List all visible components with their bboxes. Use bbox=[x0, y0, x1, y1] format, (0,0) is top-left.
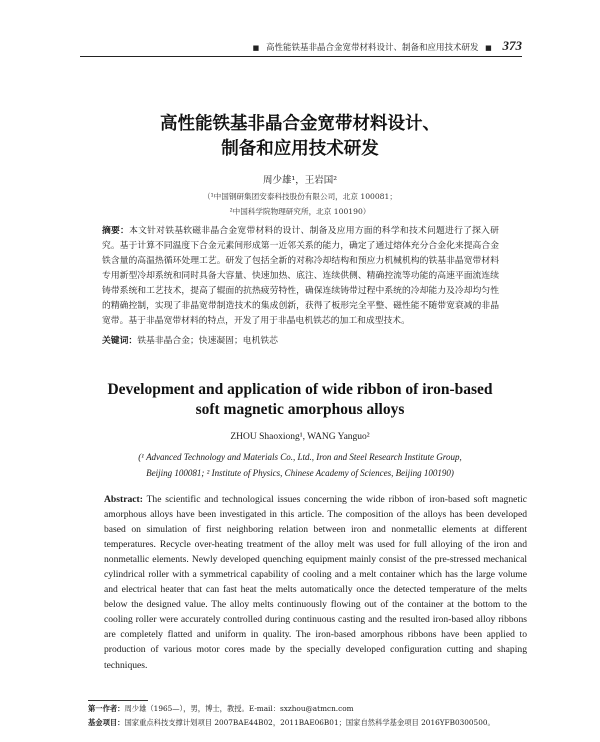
chinese-affiliation-2: ²中国科学院物理研究所，北京 100190） bbox=[229, 207, 371, 216]
footnote-author-label: 第一作者： bbox=[88, 704, 125, 713]
chinese-keywords-text: 铁基非晶合金；快速凝固；电机铁芯 bbox=[137, 336, 278, 346]
footnote-funding-text: 国家重点科技支撑计划项目 2007BAE44B02，2011BAE06B01；国家自然科学基金项目 2016YFB0300500。 bbox=[124, 718, 495, 727]
footnote-author-text: 周少雄（1965—），男，博士，教授。E-mail：sxzhou@atmcn.com bbox=[124, 704, 354, 713]
footnote-funding bbox=[88, 718, 518, 728]
english-affiliation-line-1: (¹ Advanced Technology and Materials Co., Ltd., Iron and Steel Research Institute Group, bbox=[138, 452, 462, 462]
chinese-abstract-text: 本文针对铁基软磁非晶合金宽带材料的设计、制备及应用方面的科学和技术问题进行了探入研究。基于计算不同温度下合金元素间形成第一近邻关系的能力，确定了通过熔体充分合金化来提高合金铁含量的高温热循环处理工艺。研发了包括全新的对称冷却结构和预应力机械机构的铁基非晶宽带材料专用新型冷却系统和同时具备大容量、快速加热、底注、连续供侧、精确控流等功能的高速平面流连续铸带系统和工艺技术，提高了辊面的抗热疲劳特性，确保连续铸带过程中系统的冷却能力及冷却均匀性的精确控制，实现了非晶宽带制造技术的集成创新，获得了板形完全平整、磁性能不随带宽衰减的非晶宽带。基于非晶宽带材料的特点，开发了用于非晶电机铁芯的加工和成型技术。 bbox=[102, 226, 499, 326]
english-abstract-label: Abstract: bbox=[104, 494, 143, 505]
chinese-keywords bbox=[102, 333, 278, 346]
running-header bbox=[80, 38, 522, 57]
english-affiliation bbox=[80, 449, 520, 481]
english-abstract-text: The scientific and technological issues concerning the wide ribbon of iron-based soft magnetic amorphous alloys have been investigated in this article. The composition of the alloys has been developed based on simulation of first neighboring relation between iron and nonmetallic elements at different temperatures. Recycle over-heating treatment of the alloy melt was used for full alloying of the iron and nonmetallic elements. Newly developed quenching equipment mainly consist of the pre-stressed mechanical cylindrical roller with a symmetrical capability of cooling and a melt container which has the large volume and electrical heater that can fast heat the melts automatically once the detected temperature of the melts below the designed value. The alloy melts continuously flowing out of the container at the bottom to the cooling roller were accurately controlled during continuous casting and the resulted iron-based alloy ribbons are completely flatted and uniform in quality. The iron-based amorphous ribbons have been applied to production of various motor cores made by the specially developed configuration cutting and shaping techniques. bbox=[104, 494, 527, 671]
footnote-author bbox=[88, 704, 518, 714]
english-authors: ZHOU Shaoxiong¹, WANG Yanguo² bbox=[230, 432, 370, 442]
chinese-title-line-2: 制备和应用技术研发 bbox=[221, 139, 379, 159]
english-title-line-1: Development and application of wide ribbon of iron-based bbox=[107, 381, 493, 398]
header-separator-icon: ■ bbox=[485, 44, 492, 52]
chinese-title-line-1: 高性能铁基非晶合金宽带材料设计、 bbox=[160, 114, 440, 134]
chinese-abstract bbox=[102, 224, 499, 329]
chinese-affiliation-1: （¹中国钢研集团安泰科技股份有限公司，北京 100081； bbox=[203, 192, 397, 201]
english-title bbox=[60, 380, 540, 420]
chinese-abstract-label: 摘要： bbox=[102, 226, 130, 236]
header-marker-icon: ■ bbox=[252, 44, 260, 52]
footnote-funding-label: 基金项目： bbox=[88, 718, 125, 727]
chinese-title bbox=[60, 112, 540, 162]
page-number: 373 bbox=[502, 38, 522, 53]
footnote-divider bbox=[88, 700, 148, 701]
english-abstract bbox=[104, 492, 527, 673]
chinese-authors: 周少雄¹，王岩国² bbox=[262, 175, 338, 186]
chinese-keywords-label: 关键词： bbox=[102, 336, 138, 346]
english-affiliation-line-2: Beijing 100081; ² Institute of Physics, Chinese Academy of Sciences, Beijing 100190) bbox=[146, 468, 454, 478]
header-title: 高性能铁基非晶合金宽带材料设计、制备和应用技术研发 bbox=[265, 43, 479, 53]
english-title-line-2: soft magnetic amorphous alloys bbox=[195, 401, 405, 418]
